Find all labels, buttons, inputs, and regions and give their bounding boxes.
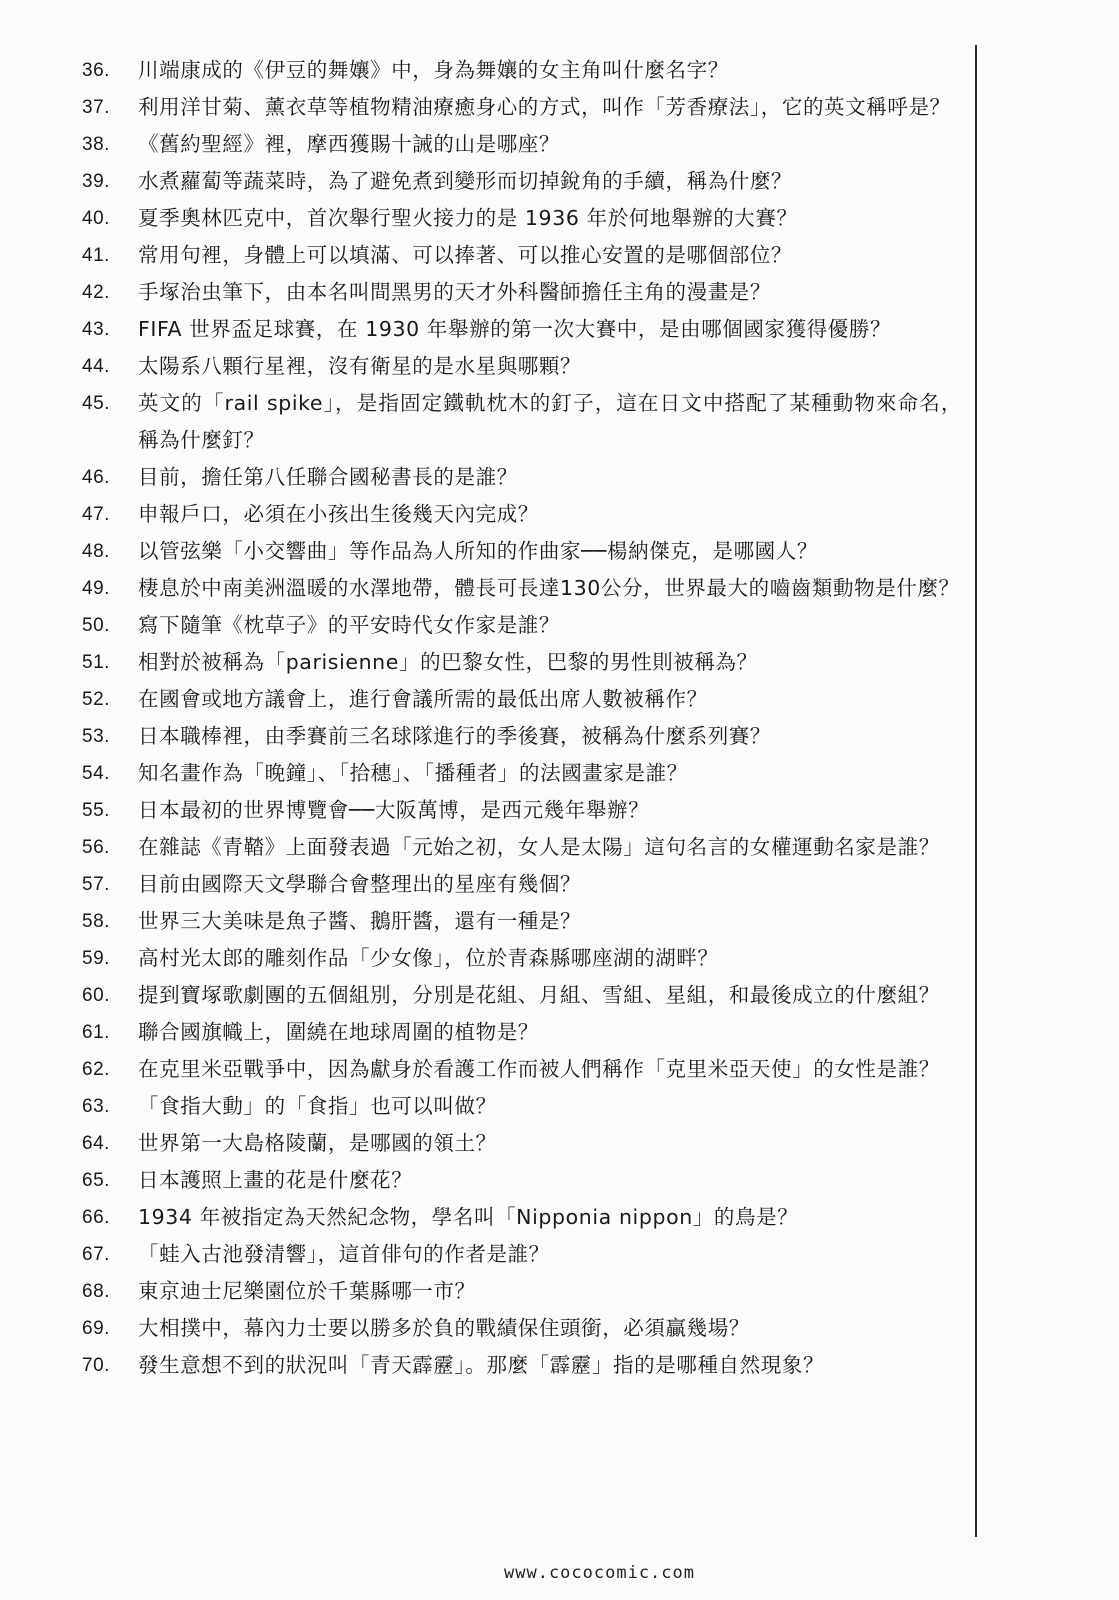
- question-text: 常用句裡，身體上可以填滿、可以捧著、可以推心安置的是哪個部位？: [138, 243, 793, 267]
- question-item: [82, 1199, 962, 1236]
- question-number: 47.: [82, 504, 110, 525]
- question-number: 60.: [82, 985, 110, 1006]
- question-text: 世界三大美味是魚子醬、鵝肝醬，還有一種是？: [138, 909, 582, 933]
- question-text: 日本護照上畫的花是什麼花？: [138, 1168, 413, 1192]
- question-item: [82, 237, 962, 274]
- question-item: [82, 829, 962, 866]
- question-text: 「食指大動」的「食指」也可以叫做？: [138, 1094, 497, 1118]
- question-item: [82, 89, 962, 126]
- question-item: [82, 1310, 962, 1347]
- question-number: 43.: [82, 319, 110, 340]
- question-number: 42.: [82, 282, 110, 303]
- question-item: [82, 977, 962, 1014]
- question-text: 知名畫作為「晚鐘」、「拾穗」、「播種者」的法國畫家是誰？: [138, 761, 688, 785]
- question-number: 64.: [82, 1133, 110, 1154]
- question-text: 發生意想不到的狀況叫「青天霹靂」。那麼「霹靂」指的是哪種自然現象？: [138, 1353, 825, 1377]
- question-number: 70.: [82, 1355, 110, 1376]
- question-text: 利用洋甘菊、薰衣草等植物精油療癒身心的方式，叫作「芳香療法」，它的英文稱呼是？: [138, 95, 951, 119]
- question-item: [82, 755, 962, 792]
- question-text: 東京迪士尼樂園位於千葉縣哪一市？: [138, 1279, 476, 1303]
- question-item: [82, 533, 962, 570]
- question-number: 49.: [82, 578, 110, 599]
- question-number: 56.: [82, 837, 110, 858]
- question-text: 寫下隨筆《枕草子》的平安時代女作家是誰？: [138, 613, 560, 637]
- question-number: 37.: [82, 97, 110, 118]
- question-item: [82, 126, 962, 163]
- question-list: [82, 52, 962, 1384]
- question-item: [82, 718, 962, 755]
- question-text: 水煮蘿蔔等蔬菜時，為了避免煮到變形而切掉銳角的手續，稱為什麼？: [138, 169, 793, 193]
- question-item: [82, 866, 962, 903]
- question-text: 「蛙入古池發清響」，這首俳句的作者是誰？: [138, 1242, 550, 1266]
- question-number: 68.: [82, 1281, 110, 1302]
- question-number: 50.: [82, 615, 110, 636]
- question-item: [82, 681, 962, 718]
- question-item: [82, 940, 962, 977]
- question-text: 以管弦樂「小交響曲」等作品為人所知的作曲家──楊納傑克，是哪國人？: [138, 539, 818, 563]
- question-text: 目前，擔任第八任聯合國秘書長的是誰？: [138, 465, 518, 489]
- question-text: 提到寶塚歌劇團的五個組別，分別是花組、月組、雪組、星組，和最後成立的什麼組？: [138, 983, 940, 1007]
- footer-watermark: www.cococomic.com: [504, 1563, 695, 1583]
- question-number: 65.: [82, 1170, 110, 1191]
- question-text: 在雜誌《青鞜》上面發表過「元始之初，女人是太陽」這句名言的女權運動名家是誰？: [138, 835, 940, 859]
- question-item: [82, 274, 962, 311]
- margin-rule: [975, 45, 977, 1537]
- question-item: [82, 1125, 962, 1162]
- question-text: 聯合國旗幟上，圍繞在地球周圍的植物是？: [138, 1020, 539, 1044]
- question-number: 59.: [82, 948, 110, 969]
- question-number: 51.: [82, 652, 110, 673]
- question-item: [82, 1088, 962, 1125]
- question-text: 目前由國際天文學聯合會整理出的星座有幾個？: [138, 872, 582, 896]
- question-number: 44.: [82, 356, 110, 377]
- question-number: 55.: [82, 800, 110, 821]
- question-item: [82, 1236, 962, 1273]
- question-text: 日本職棒裡，由季賽前三名球隊進行的季後賽，被稱為什麼系列賽？: [138, 724, 771, 748]
- question-item: [82, 52, 962, 89]
- question-item: [82, 1347, 962, 1384]
- question-item: [82, 459, 962, 496]
- question-text: 大相撲中，幕內力士要以勝多於負的戰績保住頭銜，必須贏幾場？: [138, 1316, 750, 1340]
- question-text: 棲息於中南美洲溫暖的水澤地帶，體長可長達130公分，世界最大的嚙齒類動物是什麼？: [138, 576, 960, 600]
- question-number: 54.: [82, 763, 110, 784]
- question-number: 61.: [82, 1022, 110, 1043]
- question-number: 52.: [82, 689, 110, 710]
- question-number: 38.: [82, 134, 110, 155]
- question-number: 46.: [82, 467, 110, 488]
- question-number: 36.: [82, 60, 110, 81]
- question-item: [82, 311, 962, 348]
- question-text: 《舊約聖經》裡，摩西獲賜十誡的山是哪座？: [138, 132, 560, 156]
- question-item: [82, 1051, 962, 1088]
- question-item: [82, 903, 962, 940]
- question-item: [82, 607, 962, 644]
- question-text: 高村光太郎的雕刻作品「少女像」，位於青森縣哪座湖的湖畔？: [138, 946, 719, 970]
- question-number: 57.: [82, 874, 110, 895]
- question-text: 申報戶口，必須在小孩出生後幾天內完成？: [138, 502, 539, 526]
- question-number: 67.: [82, 1244, 110, 1265]
- question-text: 川端康成的《伊豆的舞孃》中，身為舞孃的女主角叫什麼名字？: [138, 58, 729, 82]
- question-item: [82, 1273, 962, 1310]
- question-number: 39.: [82, 171, 110, 192]
- question-number: 48.: [82, 541, 110, 562]
- question-text: FIFA 世界盃足球賽，在 1930 年舉辦的第一次大賽中，是由哪個國家獲得優勝？: [138, 317, 892, 341]
- question-text: 夏季奧林匹克中，首次舉行聖火接力的是 1936 年於何地舉辦的大賽？: [138, 206, 798, 230]
- question-text: 日本最初的世界博覽會──大阪萬博，是西元幾年舉辦？: [138, 798, 650, 822]
- question-text: 太陽系八顆行星裡，沒有衛星的是水星與哪顆？: [138, 354, 582, 378]
- question-item: [82, 792, 962, 829]
- question-number: 58.: [82, 911, 110, 932]
- question-number: 62.: [82, 1059, 110, 1080]
- question-number: 66.: [82, 1207, 110, 1228]
- question-number: 45.: [82, 393, 110, 414]
- question-item: [82, 496, 962, 533]
- question-item: [82, 348, 962, 385]
- question-number: 41.: [82, 245, 110, 266]
- question-number: 63.: [82, 1096, 110, 1117]
- question-text: 在國會或地方議會上，進行會議所需的最低出席人數被稱作？: [138, 687, 708, 711]
- question-text: 相對於被稱為「parisienne」的巴黎女性，巴黎的男性則被稱為？: [138, 650, 758, 674]
- question-item: [82, 570, 962, 607]
- question-item: [82, 1014, 962, 1051]
- question-item: [82, 644, 962, 681]
- question-text: 1934 年被指定為天然紀念物，學名叫「Nipponia nippon」的鳥是？: [138, 1205, 799, 1229]
- question-item: [82, 200, 962, 237]
- question-item: [82, 163, 962, 200]
- question-text: 世界第一大島格陵蘭，是哪國的領土？: [138, 1131, 497, 1155]
- question-text: 手塚治虫筆下，由本名叫間黑男的天才外科醫師擔任主角的漫畫是？: [138, 280, 771, 304]
- question-item: [82, 1162, 962, 1199]
- question-number: 69.: [82, 1318, 110, 1339]
- question-item: [82, 385, 962, 459]
- question-text: 在克里米亞戰爭中，因為獻身於看護工作而被人們稱作「克里米亞天使」的女性是誰？: [138, 1057, 940, 1081]
- question-number: 40.: [82, 208, 110, 229]
- question-text: 英文的「rail spike」，是指固定鐵軌枕木的釘子，這在日文中搭配了某種動物來命名，稱為什麼釘？: [138, 391, 962, 452]
- question-number: 53.: [82, 726, 110, 747]
